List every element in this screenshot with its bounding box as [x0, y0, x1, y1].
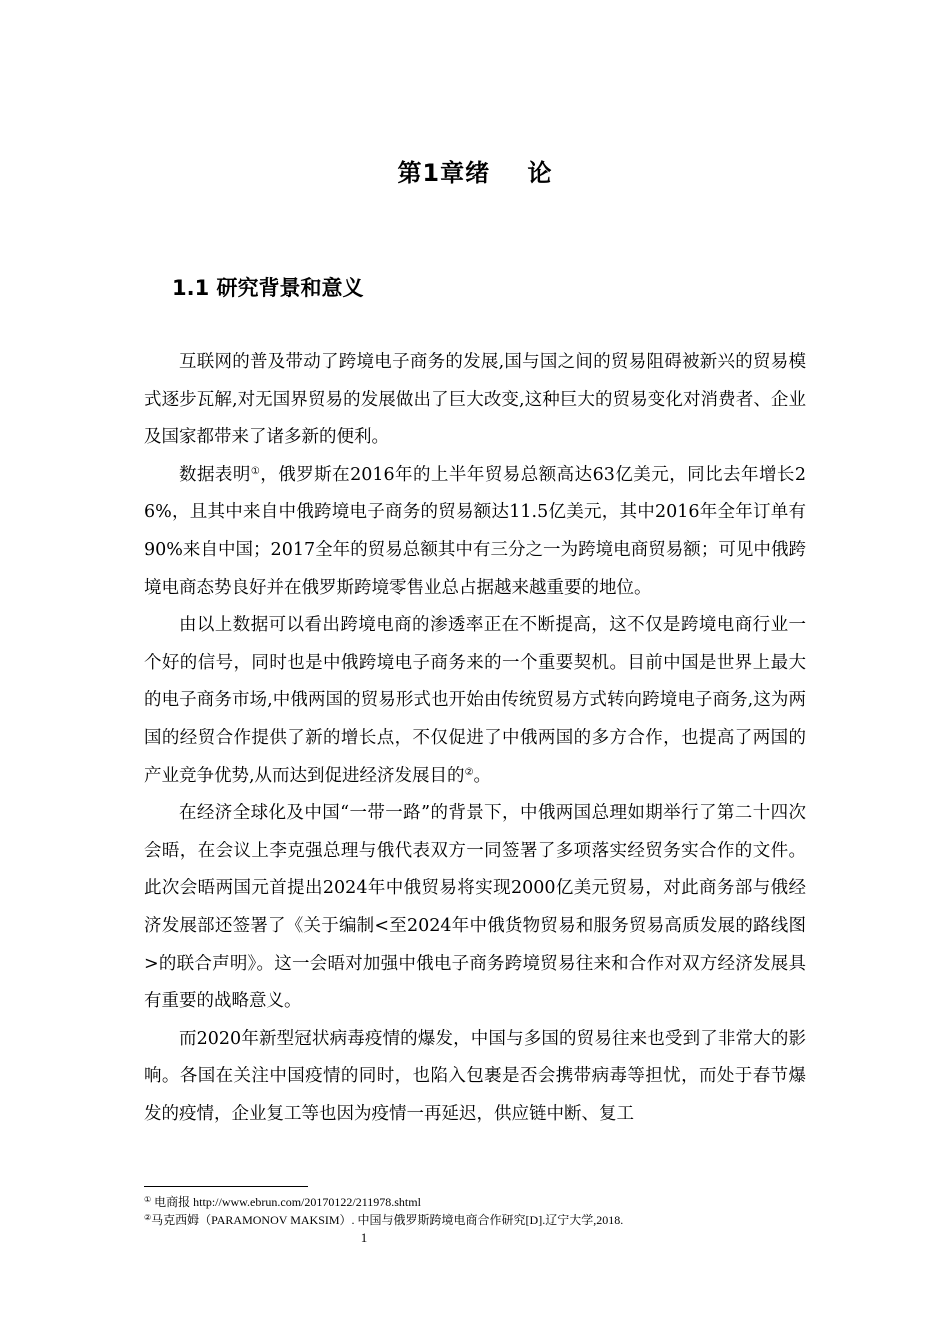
page-number: 1 [360, 1230, 368, 1245]
paragraph-4: 在经济全球化及中国“一带一路”的背景下，中俄两国总理如期举行了第二十四次会晤，在会议上李克强总理与俄代表双方一同签署了多项落实经贸务实合作的文件。此次会晤两国元首提出2024年中俄贸易将实现2000亿美元贸易，对此商务部与俄经济发展部还签署了《关于编制<至2024年中俄货物贸易和服务贸易高质发展的路线图>的联合声明》。这一会晤对加强中俄电子商务跨境贸易往来和合作对双方经济发展具有重要的战略意义。 [144, 803, 806, 1012]
paragraph-3-text-b: 。 [473, 765, 492, 786]
footnote-1-text: 电商报 http://www.ebrun.com/20170122/211978.shtml [151, 1195, 421, 1209]
paragraph-2-text-a: 数据表明 [179, 464, 251, 485]
footnote-2-mark: ② [144, 1213, 152, 1222]
paragraph-2 [144, 457, 806, 607]
paragraph-2-text-b: ，俄罗斯在2016年的上半年贸易总额高达63亿美元，同比去年增长26%，且其中来自中俄跨境电子商务的贸易额达11.5亿美元，其中2016年全年订单有90%来自中国；2017全年的贸易总额其中有三分之一为跨境电商贸易额；可见中俄跨境电商态势良好并在俄罗斯跨境零售业总占据越来越重要的地位。 [144, 464, 807, 598]
footnote-2-text: 马克西姆（PARAMONOV MAKSIM）. 中国与俄罗斯跨境电商合作研究[D].辽宁大学,2018. [151, 1213, 624, 1227]
chapter-title: 第1章绪 论 [397, 159, 553, 187]
footnote-ref-1[interactable]: ① [250, 465, 261, 477]
footnote-1 [144, 1193, 824, 1211]
footnote-2 [144, 1211, 824, 1229]
footnote-1-mark: ① [144, 1195, 152, 1204]
footnote-ref-2[interactable]: ② [464, 766, 474, 778]
section-title: 1.1 研究背景和意义 [172, 276, 364, 300]
paragraph-5: 而2020年新型冠状病毒疫情的爆发，中国与多国的贸易往来也受到了非常大的影响。各国在关注中国疫情的同时，也陷入包裹是否会携带病毒等担忧，而处于春节爆发的疫情，企业复工等也因为疫情一再延迟，供应链中断、复工 [144, 1028, 806, 1124]
footnote-divider [144, 1186, 308, 1187]
paragraph-1: 互联网的普及带动了跨境电子商务的发展,国与国之间的贸易阻碍被新兴的贸易模式逐步瓦解,对无国界贸易的发展做出了巨大改变,这种巨大的贸易变化对消费者、企业及国家都带来了诸多新的便利。 [144, 352, 806, 448]
body-text [144, 344, 806, 1133]
paragraph-3 [144, 607, 806, 795]
paragraph-3-text-a: 由以上数据可以看出跨境电商的渗透率正在不断提高，这不仅是跨境电商行业一个好的信号，同时也是中俄跨境电子商务来的一个重要契机。目前中国是世界上最大的电子商务市场,中俄两国的贸易形式也开始由传统贸易方式转向跨境电子商务,这为两国的经贸合作提供了新的增长点，不仅促进了中俄两国的多方合作，也提高了两国的产业竞争优势,从而达到促进经济发展目的 [144, 615, 806, 786]
footnotes [144, 1193, 824, 1229]
